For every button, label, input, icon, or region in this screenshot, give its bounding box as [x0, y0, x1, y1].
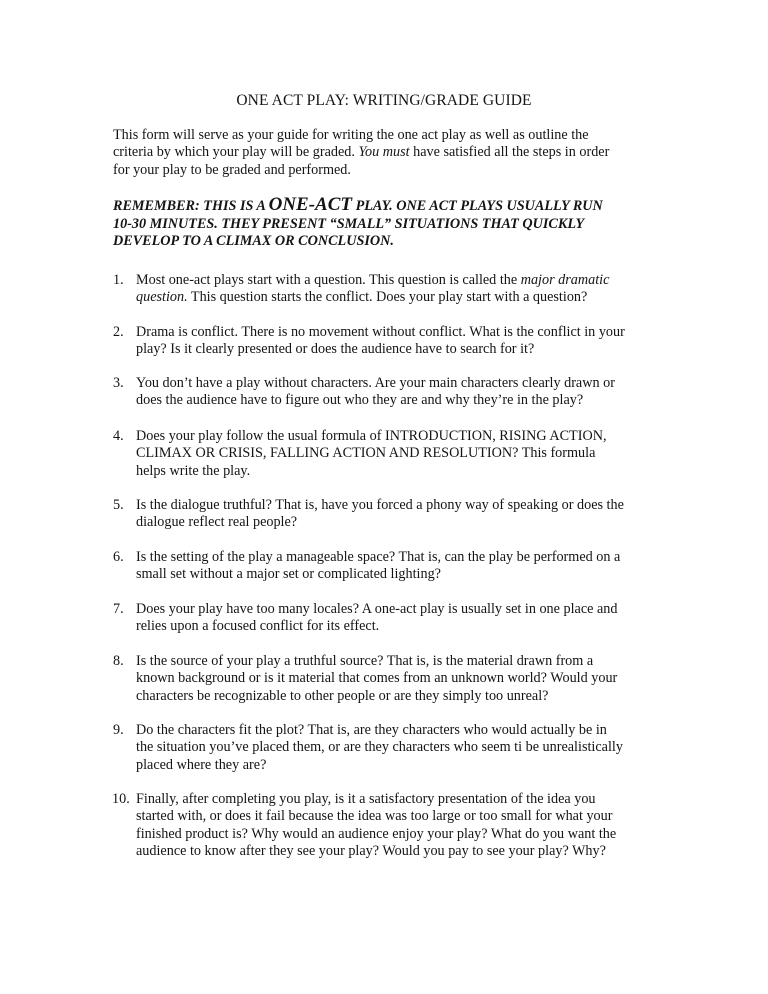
item-line: Is the dialogue truthful? That is, have you forced a phony way of speaking or does the: [136, 497, 624, 513]
item-line: You don’t have a play without characters. Are your main characters clearly drawn or: [136, 375, 615, 391]
item-number: 1.: [113, 272, 124, 288]
item-line: Does your play have too many locales? A one-act play is usually set in one place and: [136, 601, 618, 617]
item-number: 5.: [113, 497, 124, 513]
item-number: 8.: [113, 653, 124, 669]
item-text: [136, 653, 661, 705]
intro-text: criteria by which your play will be graded.: [113, 144, 359, 161]
item-line: Is the source of your play a truthful source? That is, is the material drawn from a: [136, 653, 594, 669]
item-text-run: Most one-act plays start with a question. This question is called the: [136, 272, 521, 288]
remember-lead: REMEMBER: THIS IS A: [113, 198, 269, 214]
item-line: Drama is conflict. There is no movement without conflict. What is the conflict in your: [136, 324, 625, 340]
item-line: small set without a major set or complicated lighting?: [136, 566, 441, 583]
item-number: 6.: [113, 549, 124, 565]
item-line: [136, 289, 661, 306]
item-text: [136, 375, 661, 410]
item-text: [136, 722, 661, 774]
item-line: the situation you’ve placed them, or are they characters who seem ti be unrealistically: [136, 739, 623, 756]
item-line: characters be recognizable to other people or are they simply too unreal?: [136, 687, 549, 704]
item-line: placed where they are?: [136, 756, 267, 773]
item-text-run: This question starts the conflict. Does your play start with a question?: [187, 289, 588, 306]
item-line: audience to know after they see your play? Would you pay to see your play? Why?: [136, 843, 606, 860]
intro-emphasis: You must: [358, 144, 410, 161]
item-number: 3.: [113, 375, 124, 391]
intro-text: for your play to be graded and performed.: [113, 161, 351, 178]
item-line: Is the setting of the play a manageable space? That is, can the play be performed on a: [136, 549, 621, 565]
item-line: Finally, after completing you play, is it a satisfactory presentation of the idea you: [136, 791, 596, 807]
intro-paragraph: [113, 127, 653, 179]
item-text: [136, 497, 661, 532]
item-line: does the audience have to figure out who they are and why they’re in the play?: [136, 392, 584, 409]
item-text: [136, 272, 661, 307]
item-line: play? Is it clearly presented or does the audience have to search for it?: [136, 341, 535, 358]
remember-line: DEVELOP TO A CLIMAX OR CONCLUSION.: [113, 233, 394, 249]
remember-line: 10-30 MINUTES. THEY PRESENT “SMALL” SITUATIONS THAT QUICKLY: [113, 215, 585, 232]
item-number: 10.: [112, 791, 130, 807]
item-number: 9.: [113, 722, 124, 738]
item-number: 4.: [113, 428, 124, 444]
item-emphasis: major dramatic: [520, 272, 610, 288]
item-text: [136, 324, 661, 359]
item-line: CLIMAX OR CRISIS, FALLING ACTION AND RESOLUTION? This formula: [136, 445, 596, 462]
item-line: relies upon a focused conflict for its effect.: [136, 618, 380, 635]
item-number: 2.: [113, 324, 124, 340]
item-line: dialogue reflect real people?: [136, 514, 298, 531]
intro-line: [113, 127, 653, 144]
page-title: ONE ACT PLAY: WRITING/GRADE GUIDE: [236, 92, 532, 109]
intro-text: have satisfied all the steps in order: [409, 144, 610, 161]
remember-one-act: ONE-ACT: [268, 194, 353, 215]
item-text: [136, 601, 661, 636]
item-line: started with, or does it fail because the idea was too large or too small for what your: [136, 808, 613, 825]
remember-tail: PLAY. ONE ACT PLAYS USUALLY RUN: [352, 198, 603, 214]
item-emphasis: question.: [136, 289, 188, 306]
intro-text: This form will serve as your guide for writing the one act play as well as outline the: [113, 127, 589, 143]
item-text: [136, 428, 661, 480]
intro-line: [113, 162, 653, 179]
intro-line: [113, 144, 653, 161]
remember-line: [113, 196, 653, 216]
item-line: Does your play follow the usual formula of INTRODUCTION, RISING ACTION,: [136, 428, 607, 444]
item-line: [136, 272, 661, 289]
item-text: [136, 791, 661, 861]
item-line: known background or is it material that comes from an unknown world? Would your: [136, 670, 618, 687]
item-number: 7.: [113, 601, 124, 617]
item-line: finished product is? Why would an audience enjoy your play? What do you want the: [136, 825, 617, 842]
item-line: Do the characters fit the plot? That is, are they characters who would actually be in: [136, 722, 607, 738]
item-text: [136, 549, 661, 584]
remember-note: [113, 196, 653, 251]
item-line: helps write the play.: [136, 462, 251, 479]
